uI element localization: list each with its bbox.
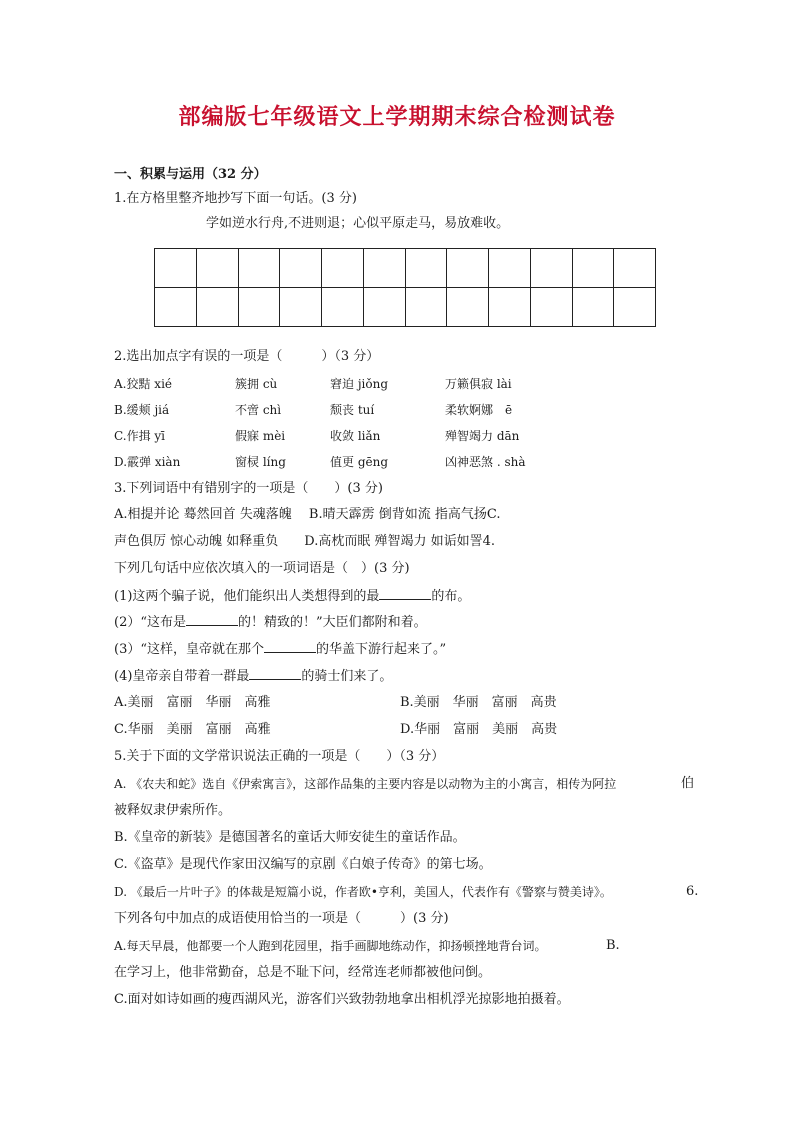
q4-sentence-text: 的！精致的！”大臣们都附和着。 (238, 615, 427, 630)
q2-option: 收敛 liǎn (330, 429, 381, 443)
q4-option: B.美丽 华丽 富丽 高贵 (400, 695, 557, 710)
q4-option: D.华丽 富丽 美丽 高贵 (400, 722, 558, 737)
q1-sentence: 学如逆水行舟,不进则退；心似平原走马，易放难收。 (206, 216, 510, 231)
q4-sentence (114, 640, 446, 659)
q4-sentence-text: (2）“这布是 (114, 615, 186, 630)
q2-option: 凶神恶煞 . shà (445, 455, 526, 469)
q2-option: 窗棂 líng (235, 455, 286, 469)
section-heading: 一、积累与运用（32 分） (114, 167, 267, 182)
q1-stem: 1.在方格里整齐地抄写下面一句话。(3 分) (114, 191, 357, 206)
q4-sentence-text: (3）“这样，皇帝就在那个 (114, 642, 264, 657)
answer-blank[interactable] (186, 613, 238, 626)
q5-option: B.《皇帝的新装》是德国著名的童话大师安徒生的童话作品。 (114, 830, 466, 845)
q4-stem: 下列几句话中应依次填入的一项词语是（ ）(3 分) (114, 561, 410, 576)
q4-sentence-text: 的布。 (431, 589, 471, 604)
writing-grid[interactable] (154, 248, 656, 327)
q2-option: B.缓颊 jiá (114, 403, 170, 417)
q5-option: 被释奴隶伊索所作。 (114, 803, 232, 818)
q4-option: C.华丽 美丽 富丽 高雅 (114, 722, 271, 737)
q2-option: 窘迫 jiǒng (330, 377, 389, 391)
answer-blank[interactable] (379, 587, 431, 600)
q2-option: 颓丧 tuí (330, 403, 375, 417)
q2-option: 万籁俱寂 lài (445, 377, 512, 391)
q4-sentence (114, 587, 470, 606)
q6-option: C.面对如诗如画的瘦西湖风光，游客们兴致勃勃地拿出相机浮光掠影地拍摄着。 (114, 992, 570, 1007)
q2-option: 值更 gēng (330, 455, 389, 469)
page-title: 部编版七年级语文上学期期末综合检测试卷 (178, 104, 616, 130)
q2-option: C.作揖 yī (114, 429, 166, 443)
q6-option: A.每天早晨，他都要一个人跑到花园里，指手画脚地练动作，抑扬顿挫地背台词。 (114, 939, 547, 953)
q2-option: 殚智竭力 dān (445, 429, 520, 443)
q2-option: D.霰弹 xiàn (114, 455, 181, 469)
q2-option: 簇拥 cù (235, 377, 278, 391)
q2-option: A.狡黠 xié (114, 377, 173, 391)
q4-option: A.美丽 富丽 华丽 高雅 (114, 695, 271, 710)
q6-stem: 下列各句中加点的成语使用恰当的一项是（ ）(3 分) (114, 911, 449, 926)
q4-sentence-text: (4)皇帝亲自带着一群最 (114, 669, 250, 684)
q4-sentence-text: 的华盖下游行起来了。” (316, 642, 447, 657)
q4-sentence-text: 的骑士们来了。 (301, 669, 393, 684)
q5-option: D. 《最后一片叶子》的体裁是短篇小说，作者欧•亨利，美国人，代表作有《警察与赞美诗》。 (114, 885, 612, 899)
q4-sentence (114, 613, 427, 632)
q3-stem: 3.下列词语中有错别字的一项是（ ）(3 分) (114, 481, 383, 496)
q5-stem: 5.关于下面的文学常识说法正确的一项是（ ）（3 分） (114, 749, 445, 764)
q4-sentence (114, 667, 392, 686)
q2-option: 不啻 chì (235, 403, 282, 417)
q2-option: 柔软婀娜 ē (445, 403, 513, 417)
q4-sentence-text: (1)这两个骗子说，他们能织出人类想得到的最 (114, 589, 380, 604)
grid-row (155, 249, 656, 288)
q5-option: 6. (686, 884, 699, 899)
q3-line: A.相提并论 蓦然回首 失魂落魄 B.晴天霹雳 倒背如流 指高气扬C. (114, 507, 501, 522)
q2-option: 假寐 mèi (235, 429, 286, 443)
q6-option: 在学习上，他非常勤奋，总是不耻下问，经常连老师都被他问倒。 (114, 965, 492, 980)
answer-blank[interactable] (249, 667, 301, 680)
grid-row (155, 288, 656, 327)
q5-option: C.《盗草》是现代作家田汉编写的京剧《白娘子传奇》的第七场。 (114, 857, 492, 872)
q5-option: A. 《农夫和蛇》选自《伊索寓言》，这部作品集的主要内容是以动物为主的小寓言，相传为阿拉 (114, 777, 617, 791)
q2-stem: 2.选出加点字有误的一项是（ ）（3 分） (114, 349, 380, 364)
q5-option: 伯 (681, 776, 695, 791)
q6-option: B. (606, 938, 620, 953)
q3-line: 声色俱厉 惊心动魄 如释重负 D.高枕而眠 殚智竭力 如诟如詈4. (114, 534, 496, 549)
answer-blank[interactable] (264, 640, 316, 653)
